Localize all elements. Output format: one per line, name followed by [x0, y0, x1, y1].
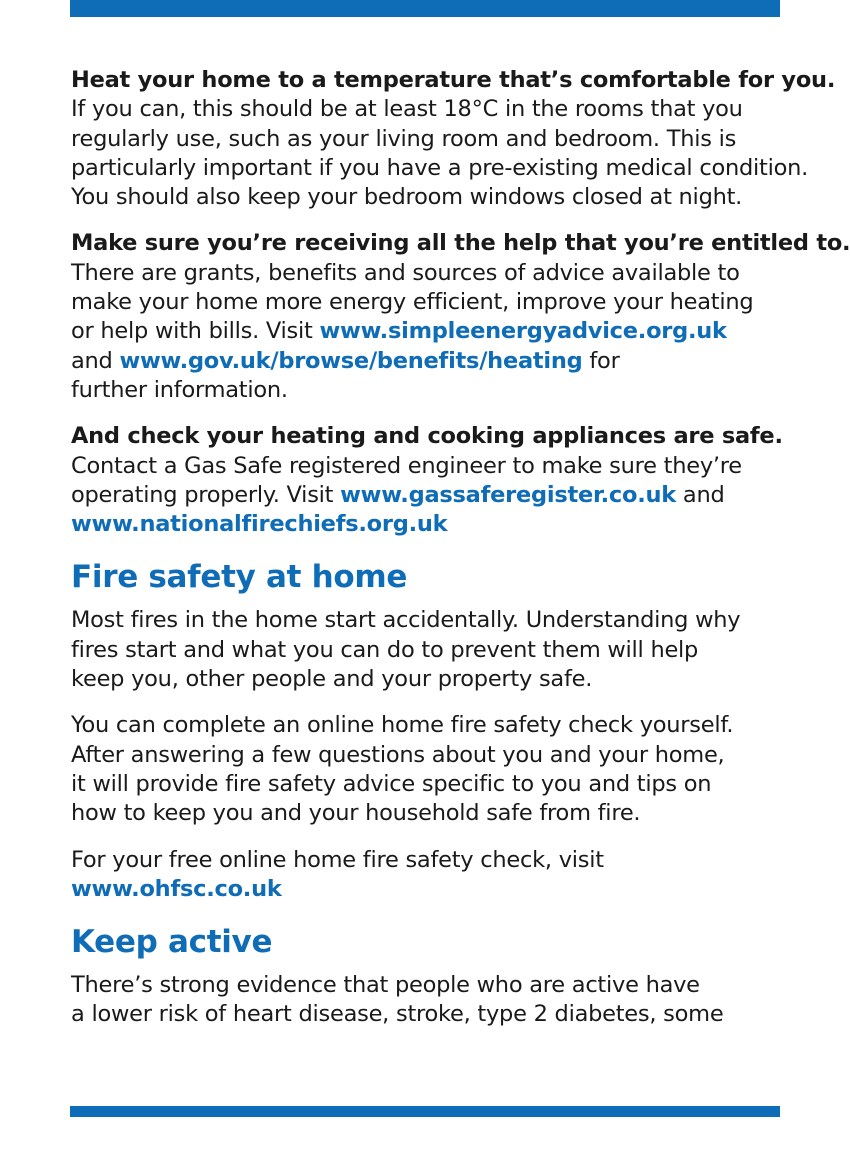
- gas-safe-register-link[interactable]: www.gassaferegister.co.uk: [340, 481, 677, 508]
- body-text: and: [676, 481, 725, 508]
- heating-temperature-paragraph: [71, 66, 836, 212]
- body-text: and: [71, 347, 120, 374]
- body-line: keep you, other people and your property safe.: [71, 666, 593, 693]
- fire-check-paragraph: [71, 711, 783, 828]
- body-line: There are grants, benefits and sources of advice available to: [71, 259, 740, 286]
- bottom-accent-bar: [70, 1106, 780, 1117]
- body-line: There’s strong evidence that people who are active have: [71, 972, 700, 999]
- fire-check-link-paragraph: [71, 846, 783, 905]
- body-line: Contact a Gas Safe registered engineer to make sure they’re: [71, 452, 742, 479]
- body-line: how to keep you and your household safe from fire.: [71, 800, 641, 827]
- body-line: Most fires in the home start accidentally. Understanding why: [71, 607, 741, 634]
- body-line: For your free online home fire safety check, visit: [71, 846, 604, 873]
- body-text: for: [582, 347, 620, 374]
- body-line: a lower risk of heart disease, stroke, type 2 diabetes, some: [71, 1001, 724, 1028]
- body-line: After answering a few questions about you and your home,: [71, 741, 725, 768]
- gov-benefits-heating-link[interactable]: www.gov.uk/browse/benefits/heating: [119, 347, 583, 374]
- body-line: further information.: [71, 376, 288, 403]
- fire-safety-heading: Fire safety at home: [71, 559, 408, 596]
- body-line: fires start and what you can do to prevent them will help: [71, 636, 699, 663]
- keep-active-paragraph: [71, 971, 783, 1030]
- body-line: it will provide fire safety advice specific to you and tips on: [71, 770, 712, 797]
- body-line: particularly important if you have a pre-existing medical condition.: [71, 154, 809, 181]
- body-text: or help with bills. Visit: [71, 318, 320, 345]
- paragraph-lead: Heat your home to a temperature that’s comfortable for you.: [71, 67, 836, 93]
- body-text: operating properly. Visit: [71, 481, 341, 508]
- heating-help-paragraph: [71, 229, 850, 405]
- top-accent-bar: [70, 0, 780, 17]
- body-line: You can complete an online home fire safety check yourself.: [71, 712, 734, 739]
- fire-intro-paragraph: [71, 606, 783, 694]
- simple-energy-advice-link[interactable]: www.simpleenergyadvice.org.uk: [319, 318, 727, 345]
- national-fire-chiefs-link[interactable]: www.nationalfirechiefs.org.uk: [71, 511, 448, 538]
- paragraph-lead: And check your heating and cooking appliances are safe.: [71, 423, 783, 450]
- page-content: [71, 66, 850, 1047]
- body-line: If you can, this should be at least 18°C in the rooms that you: [71, 96, 743, 123]
- body-line: make your home more energy efficient, improve your heating: [71, 289, 754, 316]
- body-line: You should also keep your bedroom windows closed at night.: [71, 184, 743, 211]
- appliance-safety-paragraph: [71, 422, 783, 539]
- ohfsc-link[interactable]: www.ohfsc.co.uk: [71, 875, 282, 902]
- body-line: regularly use, such as your living room and bedroom. This is: [71, 125, 737, 152]
- paragraph-lead: Make sure you’re receiving all the help that you’re entitled to.: [71, 230, 850, 257]
- keep-active-heading: Keep active: [71, 924, 273, 961]
